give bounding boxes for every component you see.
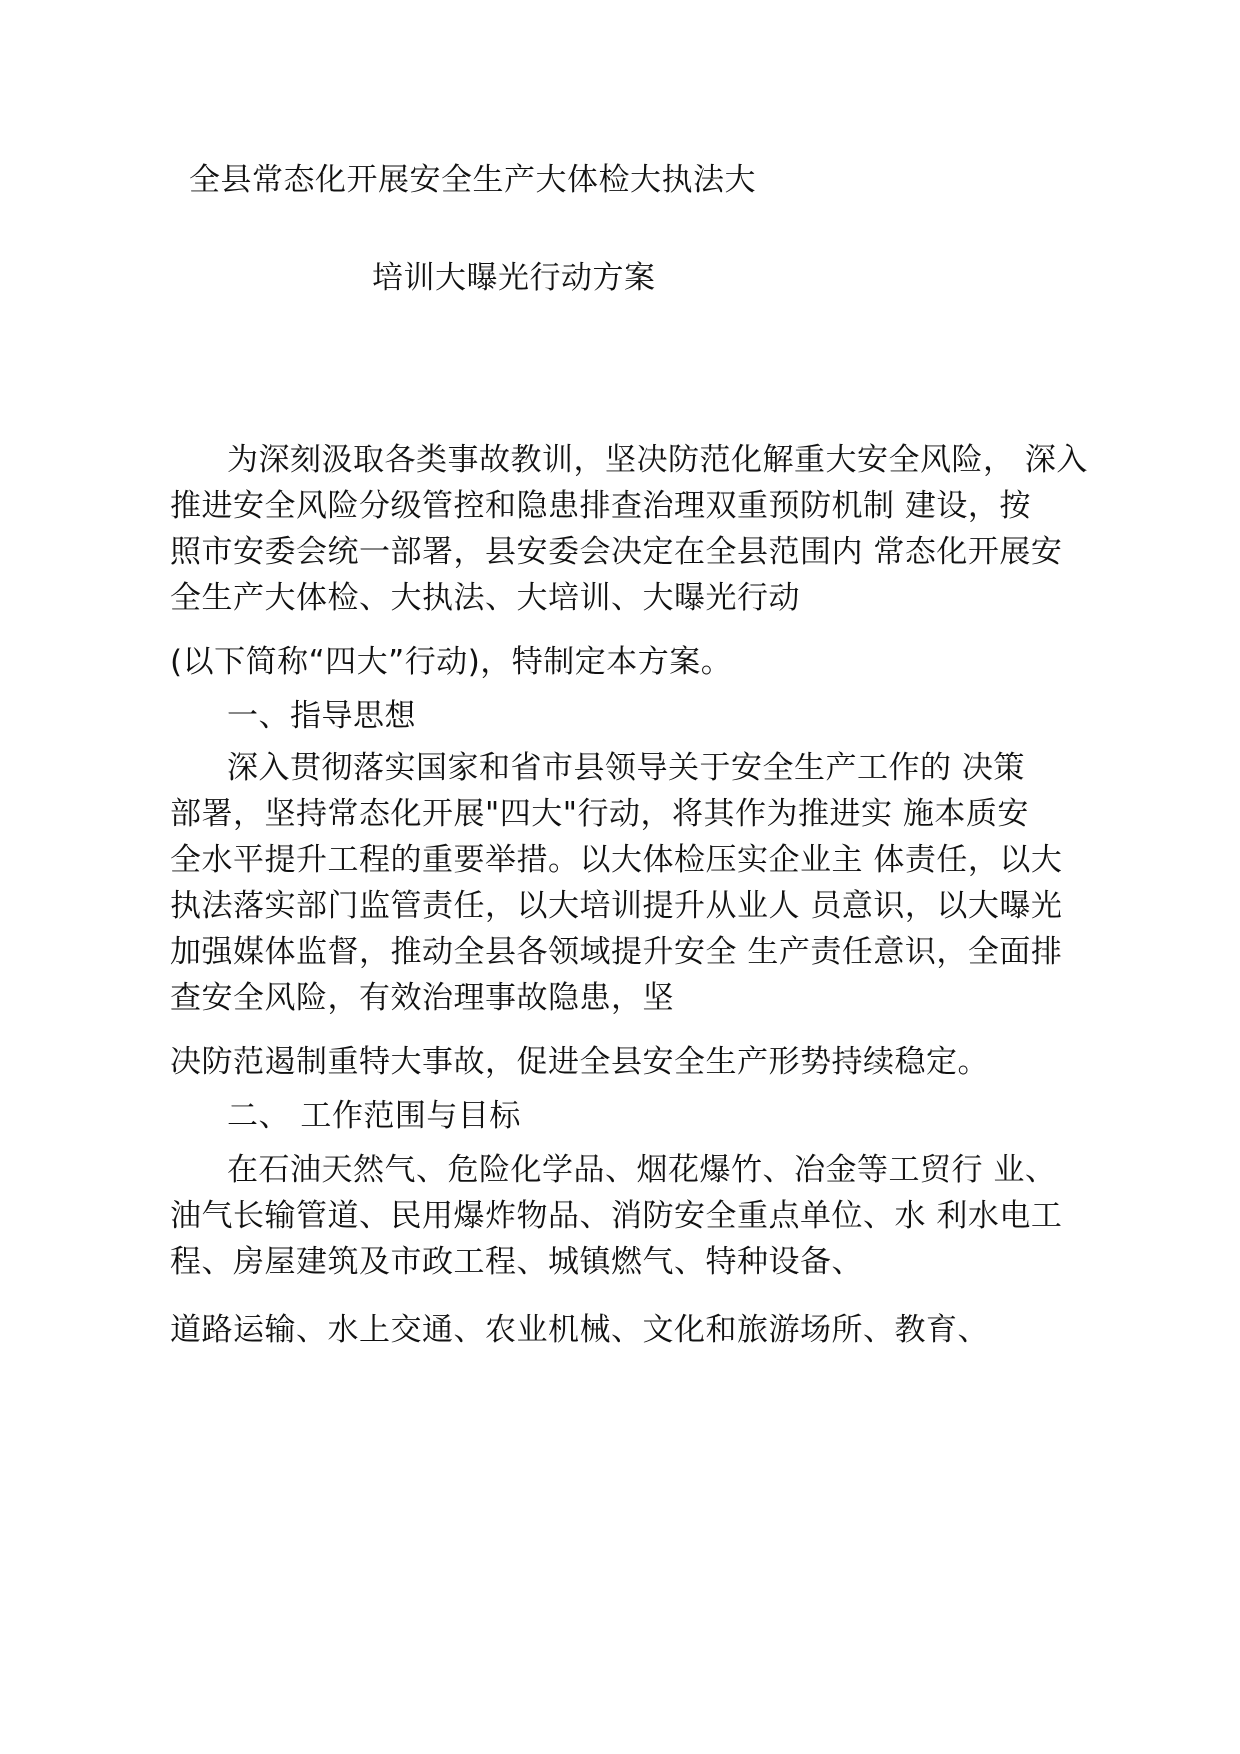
section-2-line-3: 程、房屋建筑及市政工程、城镇燃气、特种设备、 [170,1244,863,1280]
section-1-line-7: 决防范遏制重特大事故，促进全县安全生产形势持续稳定。 [170,1044,989,1080]
intro-line-1: 为深刻汲取各类事故教训，坚决防范化解重大安全风险， 深入 [227,442,1088,478]
section-1-line-5: 加强媒体监督，推动全县各领域提升安全 生产责任意识，全面排 [170,934,1063,970]
section-2-heading: 二、 工作范围与目标 [227,1098,521,1134]
section-1-line-4: 执法落实部门监管责任，以大培训提升从业人 员意识，以大曝光 [170,888,1063,924]
section-1-line-1: 深入贯彻落实国家和省市县领导关于安全生产工作的 决策 [227,750,1025,786]
intro-line-3: 照市安委会统一部署，县安委会决定在全县范围内 常态化开展安 [170,534,1063,570]
intro-line-5: (以下简称“四大”行动)，特制定本方案。 [170,644,733,680]
section-1-heading: 一、指导思想 [227,698,416,734]
section-1-line-6: 查安全风险，有效治理事故隐患，坚 [170,980,674,1016]
section-1-line-2: 部署，坚持常态化开展"四大"行动，将其作为推进实 施本质安 [170,796,1029,832]
document-title-line-1: 全县常态化开展安全生产大体检大执法大 [189,162,756,198]
section-1-line-3: 全水平提升工程的重要举措。以大体检压实企业主 体责任，以大 [170,842,1063,878]
document-title-line-2: 培训大曝光行动方案 [372,260,656,296]
section-2-line-2: 油气长输管道、民用爆炸物品、消防安全重点单位、水 利水电工 [170,1198,1063,1234]
intro-line-2: 推进安全风险分级管控和隐患排查治理双重预防机制 建设，按 [170,488,1031,524]
section-2-line-4: 道路运输、水上交通、农业机械、文化和旅游场所、教育、 [170,1312,989,1348]
section-2-line-1: 在石油天然气、危险化学品、烟花爆竹、冶金等工贸行 业、 [227,1152,1057,1188]
intro-line-4: 全生产大体检、大执法、大培训、大曝光行动 [170,580,800,616]
